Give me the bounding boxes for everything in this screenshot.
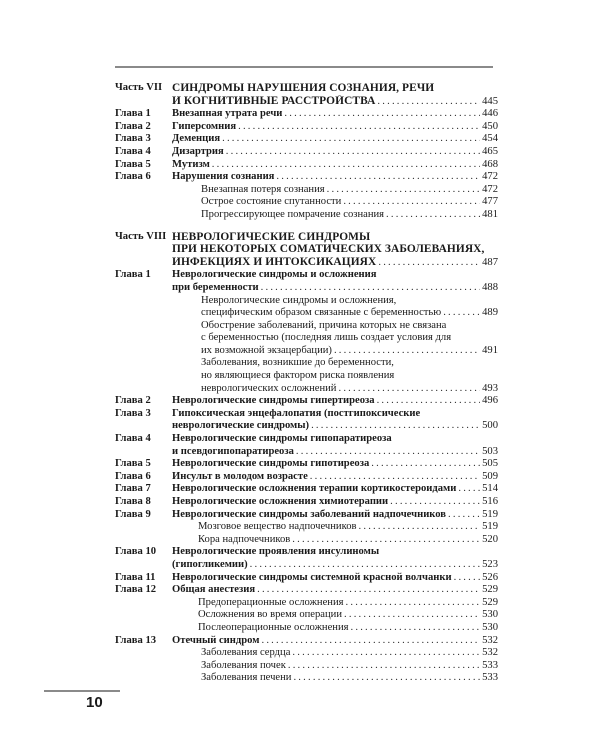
dot-leader xyxy=(446,509,480,522)
entry-body xyxy=(172,622,498,635)
entry-body xyxy=(172,433,498,458)
chapter-label xyxy=(115,196,172,209)
chapter-label xyxy=(115,295,172,320)
chapter-entry xyxy=(115,159,498,172)
entry-body xyxy=(172,121,498,134)
entry-title: Заболевания почек xyxy=(201,659,286,671)
entry-line xyxy=(172,282,498,295)
entry-line xyxy=(172,446,498,459)
part-title xyxy=(172,82,498,108)
entry-body xyxy=(172,672,498,685)
entry-line xyxy=(172,395,498,408)
part-label: Часть VII xyxy=(115,82,163,93)
entry-title: Кора надпочечников xyxy=(198,533,291,545)
entry-page: 523 xyxy=(482,558,498,570)
chapter-entry xyxy=(115,433,498,458)
entry-line xyxy=(172,256,498,270)
chapter-entry xyxy=(115,635,498,648)
entry-line xyxy=(172,559,498,572)
toc-part xyxy=(115,231,498,685)
entry-page: 477 xyxy=(482,196,498,208)
entry-page: 533 xyxy=(482,659,498,671)
chapter-label: Глава 6 xyxy=(115,470,151,482)
entry-title: Неврологические синдромы гипотиреоза xyxy=(172,458,370,470)
entry-line xyxy=(172,433,498,446)
chapter-entry xyxy=(115,133,498,146)
section-entry xyxy=(115,647,498,660)
entry-title: с беременностью (последняя лишь создает условия для xyxy=(201,332,452,344)
chapter-entry xyxy=(115,572,498,585)
entry-title: Послеоперационные осложнения xyxy=(198,621,349,633)
entry-title: неврологические синдромы) xyxy=(172,420,310,432)
section-entry xyxy=(115,609,498,622)
entry-title: Неврологические проявления инсулиномы xyxy=(172,546,380,558)
chapter-label xyxy=(115,597,172,610)
entry-title: Мутизм xyxy=(172,158,210,170)
entry-title: Острое состояние спутанности xyxy=(201,196,342,208)
entry-page: 532 xyxy=(482,647,498,659)
entry-line xyxy=(172,231,498,244)
dot-leader xyxy=(294,446,480,459)
dot-leader xyxy=(388,496,480,509)
dot-leader xyxy=(369,458,480,471)
chapter-label xyxy=(115,647,172,660)
entry-title: при беременности xyxy=(172,281,259,293)
entry-body xyxy=(172,635,498,648)
entry-line xyxy=(172,572,498,585)
dot-leader xyxy=(255,584,480,597)
entry-line xyxy=(172,95,498,109)
chapter-entry xyxy=(115,458,498,471)
dot-leader xyxy=(308,471,480,484)
dot-leader xyxy=(309,420,480,433)
entry-page: 472 xyxy=(482,183,498,195)
chapter-entry xyxy=(115,546,498,571)
dot-leader xyxy=(344,597,481,610)
entry-title: Осложнения во время операции xyxy=(198,609,342,621)
chapter-label: Глава 3 xyxy=(115,407,151,419)
entry-page: 481 xyxy=(482,208,498,220)
entry-line xyxy=(201,370,498,383)
entry-body xyxy=(172,184,498,197)
entry-page: 454 xyxy=(482,133,498,145)
section-entry xyxy=(115,534,498,547)
entry-title: Неврологические синдромы гипопаратиреоза xyxy=(172,433,392,445)
entry-body xyxy=(172,320,498,358)
entry-title: и псевдогипопаратиреоза xyxy=(172,445,294,457)
section-entry xyxy=(115,209,498,222)
entry-line xyxy=(198,609,498,622)
entry-body xyxy=(172,534,498,547)
entry-title: Прогрессирующее помрачение сознания xyxy=(201,208,385,220)
entry-line xyxy=(172,408,498,421)
chapter-label xyxy=(115,521,172,534)
entry-body xyxy=(172,458,498,471)
entry-line xyxy=(201,295,498,308)
entry-line xyxy=(172,635,498,648)
dot-leader xyxy=(259,282,480,295)
section-entry xyxy=(115,196,498,209)
entry-title: Заболевания сердца xyxy=(201,647,291,659)
entry-body xyxy=(172,395,498,408)
section-entry xyxy=(115,320,498,358)
entry-title: Неврологические синдромы заболеваний надпочечников xyxy=(172,508,447,520)
entry-page: 529 xyxy=(482,596,498,608)
entry-page: 520 xyxy=(482,533,498,545)
entry-line xyxy=(201,184,498,197)
chapter-entry xyxy=(115,509,498,522)
chapter-entry xyxy=(115,471,498,484)
entry-line xyxy=(172,420,498,433)
section-entry xyxy=(115,622,498,635)
entry-line xyxy=(201,209,498,222)
dot-leader xyxy=(342,609,480,622)
chapter-label: Глава 5 xyxy=(115,158,151,170)
entry-line xyxy=(172,509,498,522)
entry-page: 493 xyxy=(482,382,498,394)
entry-title: Нарушения сознания xyxy=(172,171,275,183)
entry-line xyxy=(201,672,498,685)
dot-leader xyxy=(336,383,480,396)
entry-title: ИНФЕКЦИЯХ И ИНТОКСИКАЦИЯХ xyxy=(172,255,377,268)
toc-part xyxy=(115,82,498,222)
entry-page: 529 xyxy=(482,584,498,596)
dot-leader xyxy=(259,635,480,648)
entry-title: Предоперационные осложнения xyxy=(198,596,344,608)
entry-line xyxy=(172,483,498,496)
entry-page: 489 xyxy=(482,307,498,319)
entry-page: 500 xyxy=(482,420,498,432)
dot-leader xyxy=(357,521,481,534)
entry-body xyxy=(172,546,498,571)
entry-page: 516 xyxy=(482,496,498,507)
chapter-label: Глава 2 xyxy=(115,120,151,132)
entry-line xyxy=(201,307,498,320)
entry-title: Инсульт в молодом возрасте xyxy=(172,470,308,482)
entry-body xyxy=(172,647,498,660)
entry-title: специфическим образом связанные с беременностью xyxy=(201,307,442,319)
entry-title: их возможной экзацербации) xyxy=(201,344,332,356)
chapter-label xyxy=(115,320,172,358)
entry-title: (гипогликемии) xyxy=(172,558,248,570)
entry-page: 530 xyxy=(482,621,498,633)
entry-page: 446 xyxy=(482,108,498,120)
dot-leader xyxy=(349,622,481,635)
chapter-label xyxy=(115,357,172,395)
entry-line xyxy=(172,546,498,559)
header-rule xyxy=(115,66,493,68)
chapter-label: Глава 7 xyxy=(115,483,151,495)
entry-title: СИНДРОМЫ НАРУШЕНИЯ СОЗНАНИЯ, РЕЧИ xyxy=(172,82,435,94)
entry-page: 445 xyxy=(482,95,498,107)
part-heading xyxy=(115,82,498,108)
chapter-entry xyxy=(115,108,498,121)
dot-leader xyxy=(325,184,480,197)
entry-title: Мозговое вещество надпочечников xyxy=(198,521,357,533)
entry-body xyxy=(172,357,498,395)
entry-line xyxy=(198,597,498,610)
chapter-label: Глава 5 xyxy=(115,458,151,470)
entry-body xyxy=(172,660,498,673)
table-of-contents xyxy=(115,82,498,694)
dot-leader xyxy=(224,146,480,159)
entry-page: 505 xyxy=(482,458,498,470)
entry-title: И КОГНИТИВНЫЕ РАССТРОЙСТВА xyxy=(172,94,376,107)
chapter-label: Глава 9 xyxy=(115,508,151,520)
chapter-label: Глава 1 xyxy=(115,269,151,281)
entry-title: Неврологические синдромы и осложнения xyxy=(172,269,377,281)
entry-page: 533 xyxy=(482,672,498,684)
chapter-label xyxy=(115,672,172,685)
dot-leader xyxy=(452,572,480,585)
chapter-label xyxy=(115,609,172,622)
entry-title: Обострение заболеваний, причина которых не связана xyxy=(201,319,447,331)
entry-title: Внезапная потеря сознания xyxy=(201,183,325,195)
entry-body xyxy=(172,295,498,320)
entry-line xyxy=(172,243,498,256)
chapter-entry xyxy=(115,146,498,159)
dot-leader xyxy=(341,196,480,209)
chapter-entry xyxy=(115,496,498,509)
section-entry xyxy=(115,672,498,685)
dot-leader xyxy=(236,121,480,134)
entry-line xyxy=(172,584,498,597)
entry-body xyxy=(172,521,498,534)
entry-title: Неврологические синдромы и осложнения, xyxy=(201,294,397,306)
dot-leader xyxy=(291,672,480,685)
entry-body xyxy=(172,209,498,222)
section-entry xyxy=(115,597,498,610)
chapter-label xyxy=(115,184,172,197)
chapter-label: Глава 2 xyxy=(115,395,151,407)
entry-title: Деменция xyxy=(172,133,221,145)
section-entry xyxy=(115,295,498,320)
entry-page: 488 xyxy=(482,281,498,293)
chapter-label: Глава 1 xyxy=(115,108,151,120)
chapter-entry xyxy=(115,121,498,134)
entry-line xyxy=(201,383,498,396)
chapter-entry xyxy=(115,171,498,184)
entry-page: 519 xyxy=(482,521,498,533)
chapter-label xyxy=(115,209,172,222)
dot-leader xyxy=(384,209,480,222)
part-label: Часть VIII xyxy=(115,230,167,242)
entry-title: Дизартрия xyxy=(172,145,224,157)
entry-body xyxy=(172,196,498,209)
entry-body xyxy=(172,609,498,622)
entry-body xyxy=(172,496,498,509)
entry-line xyxy=(201,660,498,673)
entry-body xyxy=(172,509,498,522)
dot-leader xyxy=(456,483,480,496)
entry-page: 465 xyxy=(482,145,498,157)
dot-leader xyxy=(274,171,480,184)
dot-leader xyxy=(210,159,480,172)
entry-body xyxy=(172,408,498,433)
entry-title: Общая анестезия xyxy=(172,584,256,596)
entry-line xyxy=(201,332,498,345)
chapter-label: Глава 10 xyxy=(115,546,157,558)
entry-title: ПРИ НЕКОТОРЫХ СОМАТИЧЕСКИХ ЗАБОЛЕВАНИЯХ, xyxy=(172,243,485,256)
entry-title: Неврологические осложнения терапии кортикостероидами xyxy=(172,483,457,495)
entry-title: Отечный синдром xyxy=(172,634,260,646)
entry-title: Неврологические осложнения химиотерапии xyxy=(172,496,389,507)
entry-page: 472 xyxy=(482,171,498,183)
entry-title: НЕВРОЛОГИЧЕСКИЕ СИНДРОМЫ xyxy=(172,230,371,243)
chapter-label: Глава 12 xyxy=(115,584,157,596)
chapter-label xyxy=(115,534,172,547)
entry-body xyxy=(172,269,498,294)
entry-title: Неврологические синдромы системной красной волчанки xyxy=(172,571,452,583)
dot-leader xyxy=(441,307,480,320)
entry-line xyxy=(172,133,498,146)
dot-leader xyxy=(282,108,480,121)
dot-leader xyxy=(376,257,480,270)
entry-line xyxy=(172,471,498,484)
section-entry xyxy=(115,660,498,673)
entry-line xyxy=(172,171,498,184)
entry-title: Внезапная утрата речи xyxy=(172,108,283,120)
dot-leader xyxy=(286,660,480,673)
entry-line xyxy=(198,622,498,635)
entry-page: 503 xyxy=(482,445,498,457)
chapter-label xyxy=(115,660,172,673)
chapter-entry xyxy=(115,269,498,294)
entry-body xyxy=(172,133,498,146)
entry-page: 519 xyxy=(482,508,498,520)
dot-leader xyxy=(248,559,480,572)
entry-page: 526 xyxy=(482,571,498,583)
entry-line xyxy=(201,320,498,333)
entry-line xyxy=(172,146,498,159)
part-heading xyxy=(115,231,498,270)
entry-page: 491 xyxy=(482,344,498,356)
entry-page: 468 xyxy=(482,158,498,170)
entry-line xyxy=(172,108,498,121)
chapter-label: Глава 8 xyxy=(115,496,151,507)
page-number: 10 xyxy=(86,694,103,711)
entry-line xyxy=(201,345,498,358)
dot-leader xyxy=(332,345,480,358)
entry-title: Заболевания печени xyxy=(201,672,292,684)
chapter-label: Глава 4 xyxy=(115,433,151,445)
entry-page: 509 xyxy=(482,470,498,482)
entry-body xyxy=(172,597,498,610)
section-entry xyxy=(115,521,498,534)
chapter-label xyxy=(115,622,172,635)
entry-body xyxy=(172,146,498,159)
entry-line xyxy=(172,458,498,471)
entry-page: 450 xyxy=(482,120,498,132)
chapter-label: Глава 11 xyxy=(115,571,156,583)
entry-title: Неврологические синдромы гипертиреоза xyxy=(172,395,375,407)
entry-body xyxy=(172,483,498,496)
entry-line xyxy=(198,534,498,547)
chapter-label: Глава 4 xyxy=(115,145,151,157)
entry-title: но являющиеся фактором риска появления xyxy=(201,370,395,382)
entry-title: неврологических осложнений xyxy=(201,382,337,394)
entry-line xyxy=(172,159,498,172)
entry-line xyxy=(201,196,498,209)
entry-line xyxy=(201,647,498,660)
dot-leader xyxy=(220,133,480,146)
entry-page: 496 xyxy=(482,395,498,407)
entry-page: 514 xyxy=(482,483,498,495)
chapter-entry xyxy=(115,408,498,433)
chapter-entry xyxy=(115,584,498,597)
entry-body xyxy=(172,159,498,172)
entry-line xyxy=(172,496,498,509)
entry-line xyxy=(172,269,498,282)
dot-leader xyxy=(375,395,480,408)
dot-leader xyxy=(290,647,480,660)
chapter-label: Глава 13 xyxy=(115,634,157,646)
section-entry xyxy=(115,184,498,197)
entry-title: Заболевания, возникшие до беременности, xyxy=(201,357,394,369)
entry-title: Гипоксическая энцефалопатия (постгипоксические xyxy=(172,407,421,419)
entry-title: Гиперсомния xyxy=(172,120,237,132)
chapter-entry xyxy=(115,483,498,496)
entry-line xyxy=(172,121,498,134)
entry-page: 532 xyxy=(482,634,498,646)
entry-line xyxy=(198,521,498,534)
chapter-entry xyxy=(115,395,498,408)
entry-page: 530 xyxy=(482,609,498,621)
entry-line xyxy=(201,357,498,370)
entry-body xyxy=(172,471,498,484)
entry-body xyxy=(172,171,498,184)
entry-body xyxy=(172,584,498,597)
footer-rule xyxy=(44,690,120,692)
dot-leader xyxy=(290,534,480,547)
entry-body xyxy=(172,108,498,121)
section-entry xyxy=(115,357,498,395)
part-title xyxy=(172,231,498,270)
chapter-label: Глава 3 xyxy=(115,133,151,145)
entry-body xyxy=(172,572,498,585)
entry-line xyxy=(172,82,498,95)
entry-page: 487 xyxy=(482,256,498,268)
chapter-label: Глава 6 xyxy=(115,171,151,183)
dot-leader xyxy=(375,96,480,109)
